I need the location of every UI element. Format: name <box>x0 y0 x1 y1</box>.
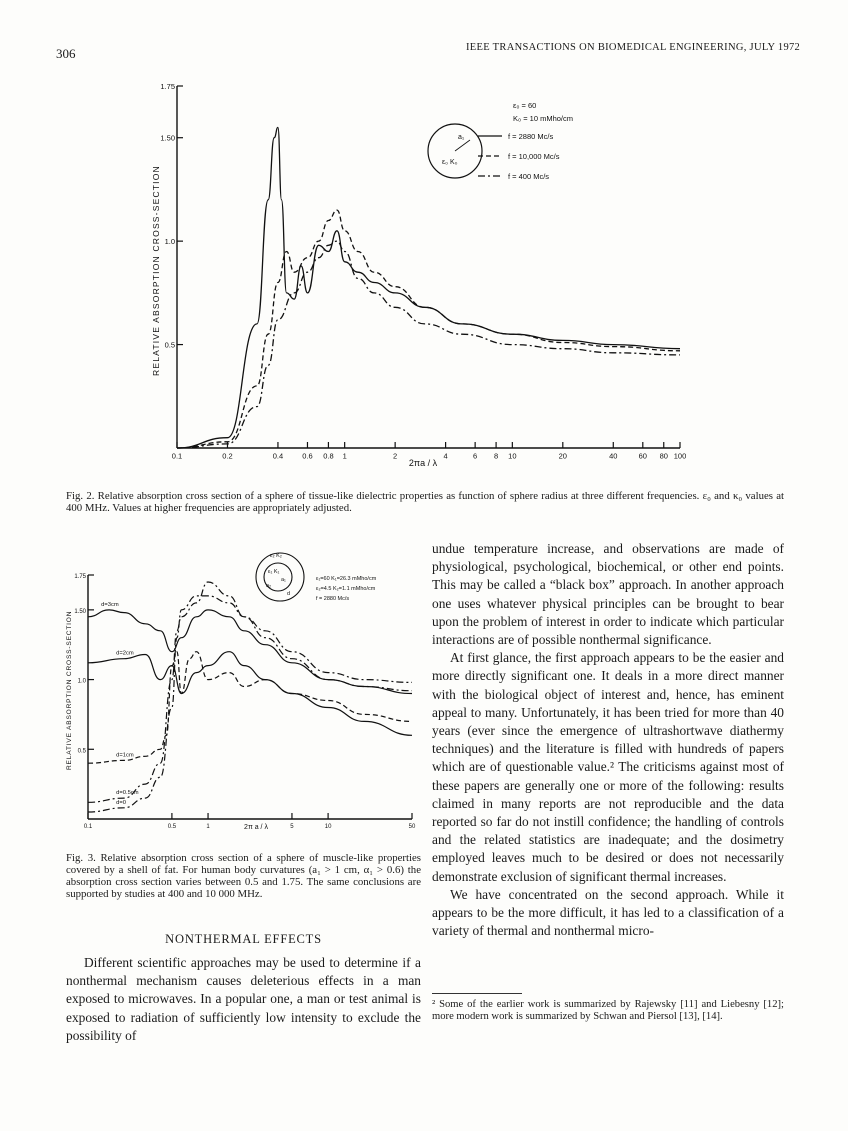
fig2-chart <box>140 78 700 478</box>
fig3-series <box>88 582 412 812</box>
right-paragraph-3: We have concentrated on the second approach. While it appears to be the more difficult, it has led to a classification of a variety of thermal and nonthermal micro- <box>432 886 784 939</box>
fig2-inset-eps-k: ε₀ K₀ <box>442 159 458 166</box>
fig3-series-label: d=1cm <box>116 752 134 759</box>
fig2-x-tick-label: 60 <box>638 451 647 461</box>
fig3-x-tick-label: 0.1 <box>83 824 93 830</box>
fig3-series-label: d=3cm <box>101 601 119 608</box>
fig2-x-tick-label: 2 <box>393 451 398 461</box>
right-column <box>432 540 784 940</box>
fig3-series-label: d=0 <box>116 799 126 806</box>
fig2-axes <box>177 86 680 448</box>
fig2-ylabel: RELATIVE ABSORPTION CROSS-SECTION <box>151 165 161 376</box>
fig3-xlabel: 2π a / λ <box>244 824 268 831</box>
fig3-caption-label: Fig. 3. <box>66 852 96 864</box>
fig2-y-tick-label: 0.5 <box>164 340 175 350</box>
fig3-x-tick-label: 5 <box>290 824 294 830</box>
fig2-caption-label: Fig. 2. <box>66 490 95 502</box>
fig3-series-line-3 <box>88 582 412 802</box>
fig3-inset-a2: a₂ <box>266 583 272 589</box>
fig2-xlabel: 2πa / λ <box>408 458 438 468</box>
fig3-ylabel: RELATIVE ABSORPTION CROSS-SECTION <box>66 610 73 770</box>
fig3-legend-param-2: ε₂=4.5 K₂=1.1 mMho/cm <box>316 586 376 592</box>
page-number: 306 <box>56 46 76 61</box>
fig2-x-tick-label: 0.8 <box>323 451 334 461</box>
fig2-y-tick-label: 1.0 <box>164 237 175 247</box>
fig3-x-tick-label: 10 <box>324 824 332 830</box>
fig2-x-tick-label: 80 <box>659 451 668 461</box>
section-heading: NONTHERMAL EFFECTS <box>165 932 322 946</box>
fig2-legend-label: f = 2880 Mc/s <box>508 132 554 141</box>
fig3-legend-param-3: f = 2880 Mc/s <box>316 596 350 602</box>
footnote-rule <box>432 993 522 994</box>
fig3-caption <box>66 852 421 900</box>
fig2-x-tick-label: 8 <box>493 451 499 461</box>
fig3-series-label: d=0.5cm <box>116 790 139 797</box>
right-paragraph-1: undue temperature increase, and observations are made of physiological, psychological, biochemical, or other end points. This may be called a “black box” approach. In another approach one uses whatever physical principles can be brought to bear upon the problem of interest in order to indicate which particular interactions are of possible nonthermal significance. <box>432 541 784 648</box>
fig2-x-tick-label: 10 <box>508 451 517 461</box>
fig3-x-tick-label: 1 <box>206 824 210 830</box>
fig2-series <box>177 127 680 448</box>
fig2-x-tick-label: 1 <box>342 451 347 461</box>
fig3-y-tick-label: 1.0 <box>77 678 86 685</box>
fig2-series-line-0 <box>177 127 680 448</box>
fig3-series-labels <box>101 602 139 806</box>
fig3-y-tick-label: 0.5 <box>77 748 86 755</box>
fig3-series-line-1 <box>88 652 412 736</box>
fig2-x-tick-label: 20 <box>558 451 567 461</box>
fig3-caption-text: Relative absorption cross section of a sphere of muscle-like properties covered by a shell of fat. For human body curvatures (a₁ > 1 cm, α₁ > 0.6) the absorption cross section varies between 0.5 and 1.75. The same conclusions are supported by studies at 400 and 10 000 MHz. <box>66 852 422 900</box>
fig2-y-tick-label: 1.50 <box>160 133 175 143</box>
fig3-y-tick-label: 1.75 <box>74 574 86 580</box>
footnote: ² Some of the earlier work is summarized by Rajewsky [11] and Liebesny [12]; more modern work is summarized by Schwan and Piersol [13], [14]. <box>432 999 784 1022</box>
fig2-inset-sphere-icon <box>428 124 482 178</box>
fig2-caption <box>66 490 784 514</box>
fig2-legend-param-eps: ε₀ = 60 <box>513 101 537 110</box>
fig2-legend-label: f = 400 Mc/s <box>508 172 550 181</box>
fig2-inset-a1: a₁ <box>458 134 465 141</box>
right-paragraph-2: At first glance, the first approach appears to be the easier and more directly significant one. It deals in a more direct manner with the biological object of interest and, hence, has eminent appeal to many. Unfortunately, it has been tried for more than 40 years (ever since the emergence of ultrashortwave diathermy techniques) and the literature is filled with hundreds of papers which are of questionable value.² The criticisms against most of these papers are generally one or more of the following: results claimed in many reports are not reproducible and the data reported so far do not instill confidence; the handling of controls and the related statistics are inadequate; and the dosimetry employed leaves much to be desired or does not necessarily demonstrate exclusion of significant thermal increases. <box>432 650 784 884</box>
fig3-series-line-0 <box>88 610 412 694</box>
fig3-chart <box>58 545 422 845</box>
fig2-x-tick-label: 6 <box>473 451 478 461</box>
fig2-caption-text: Relative absorption cross section of a sphere of tissue-like dielectric properties as function of sphere radius at three different frequencies. ε₀ and κ₀ values at 400 MHz. Values at higher frequencies are appropriately adjusted. <box>66 490 784 514</box>
fig3-inset-shell-icon <box>256 553 304 601</box>
fig2-x-tick-label: 100 <box>673 451 687 461</box>
fig3-series-line-4 <box>88 596 412 812</box>
fig3-x-tick-label: 0.5 <box>167 824 177 830</box>
fig3-series-label: d=2cm <box>116 650 134 657</box>
fig3-inset-a1: a₁ <box>281 577 286 583</box>
fig3-legend-param-1: ε₁=60 K₁=26.3 mMho/cm <box>316 576 377 582</box>
fig3-inset-e1k1: ε₁ K₁ <box>268 569 280 575</box>
fig3-inset-e2k2: ε₂ K₂ <box>270 553 282 559</box>
fig3-axes <box>88 575 412 819</box>
fig3-x-tick-label: 50 <box>408 824 416 830</box>
fig2-x-tick-label: 40 <box>609 451 618 461</box>
fig2-x-tick-label: 4 <box>443 451 448 461</box>
fig2-x-tick-label: 0.1 <box>171 451 183 461</box>
left-paragraph: Different scientific approaches may be used to determine if a nonthermal mechanism causes deleterious effects in a man exposed to microwaves. In a popular one, a man or test animal is exposed to radiation of sufficiently low intensity to exclude the possibility of <box>66 955 421 1043</box>
fig3-y-tick-label: 1.50 <box>74 608 86 615</box>
fig3-inset-d: d <box>287 591 291 597</box>
journal-running-head: IEEE TRANSACTIONS ON BIOMEDICAL ENGINEERING, JULY 1972 <box>466 42 801 53</box>
fig2-legend <box>478 132 560 181</box>
fig3-series-line-2 <box>88 652 412 764</box>
fig2-x-tick-label: 0.4 <box>272 451 284 461</box>
fig2-x-tick-label: 0.2 <box>222 451 233 461</box>
left-column <box>66 954 421 1045</box>
fig2-legend-param-k: K₀ = 10 mMho/cm <box>513 114 574 123</box>
fig2-y-tick-label: 1.75 <box>160 82 175 91</box>
fig2-legend-label: f = 10,000 Mc/s <box>508 152 560 161</box>
fig2-x-tick-label: 0.6 <box>302 451 313 461</box>
